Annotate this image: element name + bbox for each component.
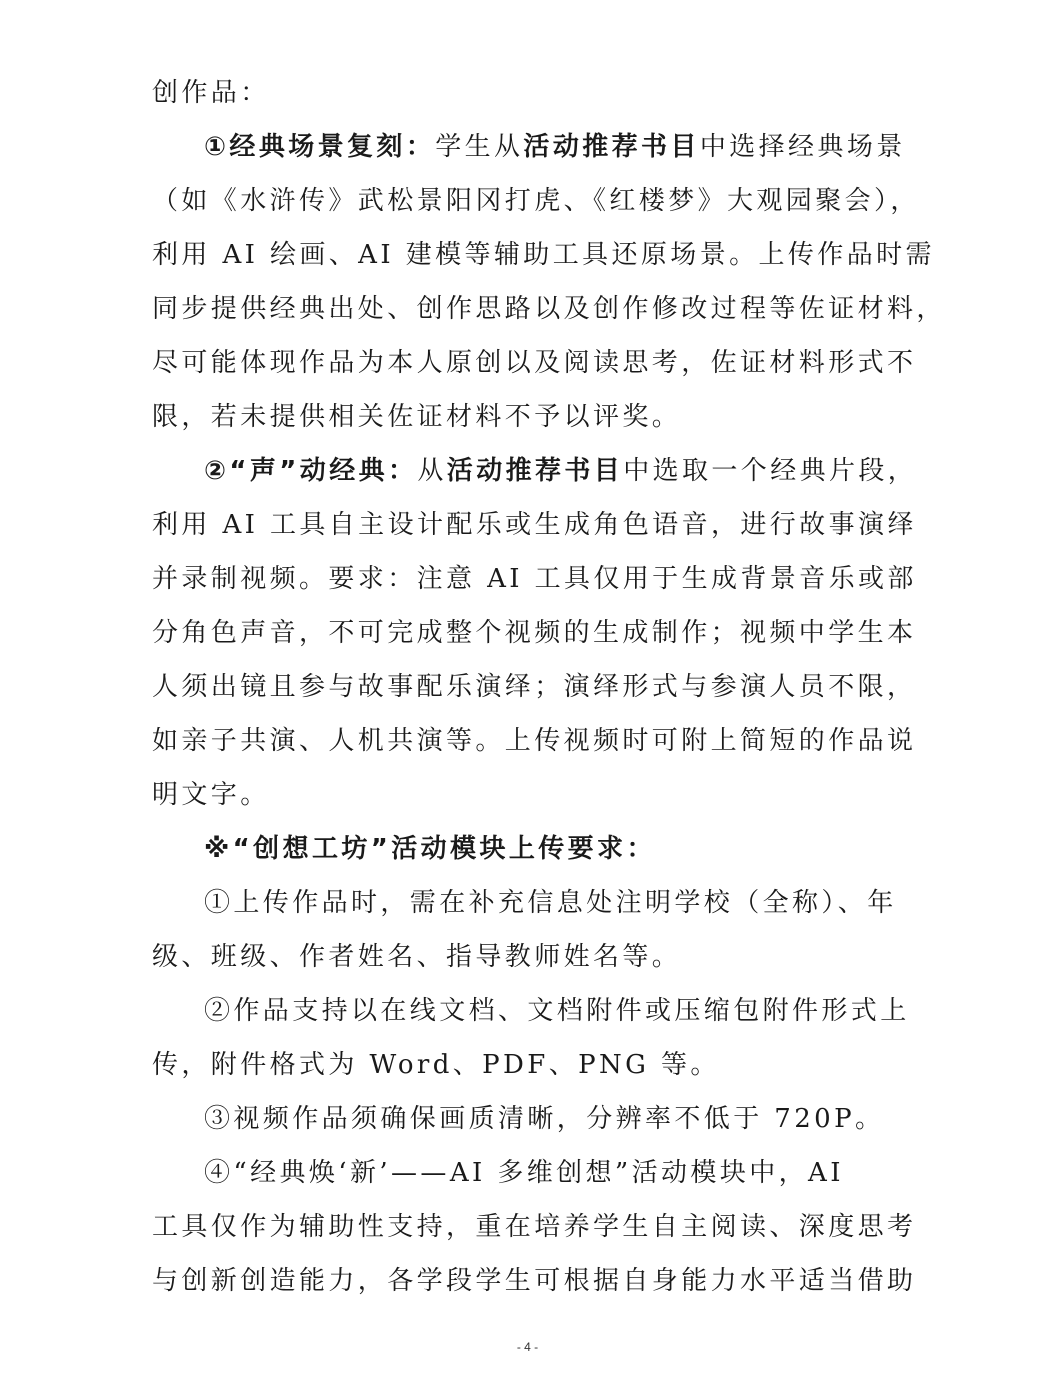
text-line: 限，若未提供相关佐证材料不予以评奖。: [152, 402, 682, 432]
text-line: 同步提供经典出处、创作思路以及创作修改过程等佐证材料，: [152, 294, 946, 324]
item-1-first-line: [152, 120, 904, 174]
requirement-3-line: ③视频作品须确保画质清晰，分辨率不低于 720P。: [204, 1104, 885, 1134]
requirements-heading: [152, 822, 904, 876]
text-span: 从: [417, 456, 447, 486]
item-2-first-line: [152, 444, 918, 498]
document-body: [152, 66, 946, 1308]
recommended-books-emphasis: 活动推荐书目: [446, 456, 624, 486]
item-2-title: ②“声”动经典：: [204, 456, 418, 486]
requirement-4-line: ④“经典焕‘新’——AI 多维创想”活动模块中，AI: [204, 1158, 844, 1188]
requirement-2-line: ②作品支持以在线文档、文档附件或压缩包附件形式上: [204, 996, 910, 1026]
text-line: 并录制视频。要求：注意 AI 工具仅用于生成背景音乐或部: [152, 564, 917, 594]
text-line: 工具仅作为辅助性支持，重在培养学生自主阅读、深度思考: [152, 1212, 917, 1242]
text-line: 分角色声音，不可完成整个视频的生成制作；视频中学生本: [152, 618, 917, 648]
item-1-title: ①经典场景复刻：: [204, 132, 436, 162]
recommended-books-emphasis: 活动推荐书目: [523, 132, 700, 162]
text-line: 创作品：: [152, 78, 270, 108]
text-line: 明文字。: [152, 780, 270, 810]
text-line: 与创新创造能力，各学段学生可根据自身能力水平适当借助: [152, 1266, 917, 1296]
text-span: 中选取一个经典片段，: [623, 456, 918, 486]
text-line: 利用 AI 工具自主设计配乐或生成角色语音，进行故事演绎: [152, 510, 917, 540]
requirements-heading-text: ※“创想工坊”活动模块上传要求：: [204, 834, 656, 864]
text-span: 学生从: [435, 132, 524, 162]
requirement-1-line: ①上传作品时，需在补充信息处注明学校（全称）、年: [204, 888, 897, 918]
page-number: - 4 -: [516, 1340, 539, 1354]
text-line: 人须出镜且参与故事配乐演绎；演绎形式与参演人员不限，: [152, 672, 917, 702]
text-line: 如亲子共演、人机共演等。上传视频时可附上简短的作品说: [152, 726, 917, 756]
text-line: （如《水浒传》武松景阳冈打虎、《红楼梦》大观园聚会），: [152, 186, 920, 216]
text-line: 利用 AI 绘画、AI 建模等辅助工具还原场景。上传作品时需: [152, 240, 935, 270]
paragraph-continuation: [152, 66, 904, 120]
text-line: 级、班级、作者姓名、指导教师姓名等。: [152, 942, 682, 972]
text-span: 中选择经典场景: [699, 132, 906, 162]
text-line: 传，附件格式为 Word、PDF、PNG 等。: [152, 1050, 720, 1080]
text-line: 尽可能体现作品为本人原创以及阅读思考，佐证材料形式不: [152, 348, 917, 378]
